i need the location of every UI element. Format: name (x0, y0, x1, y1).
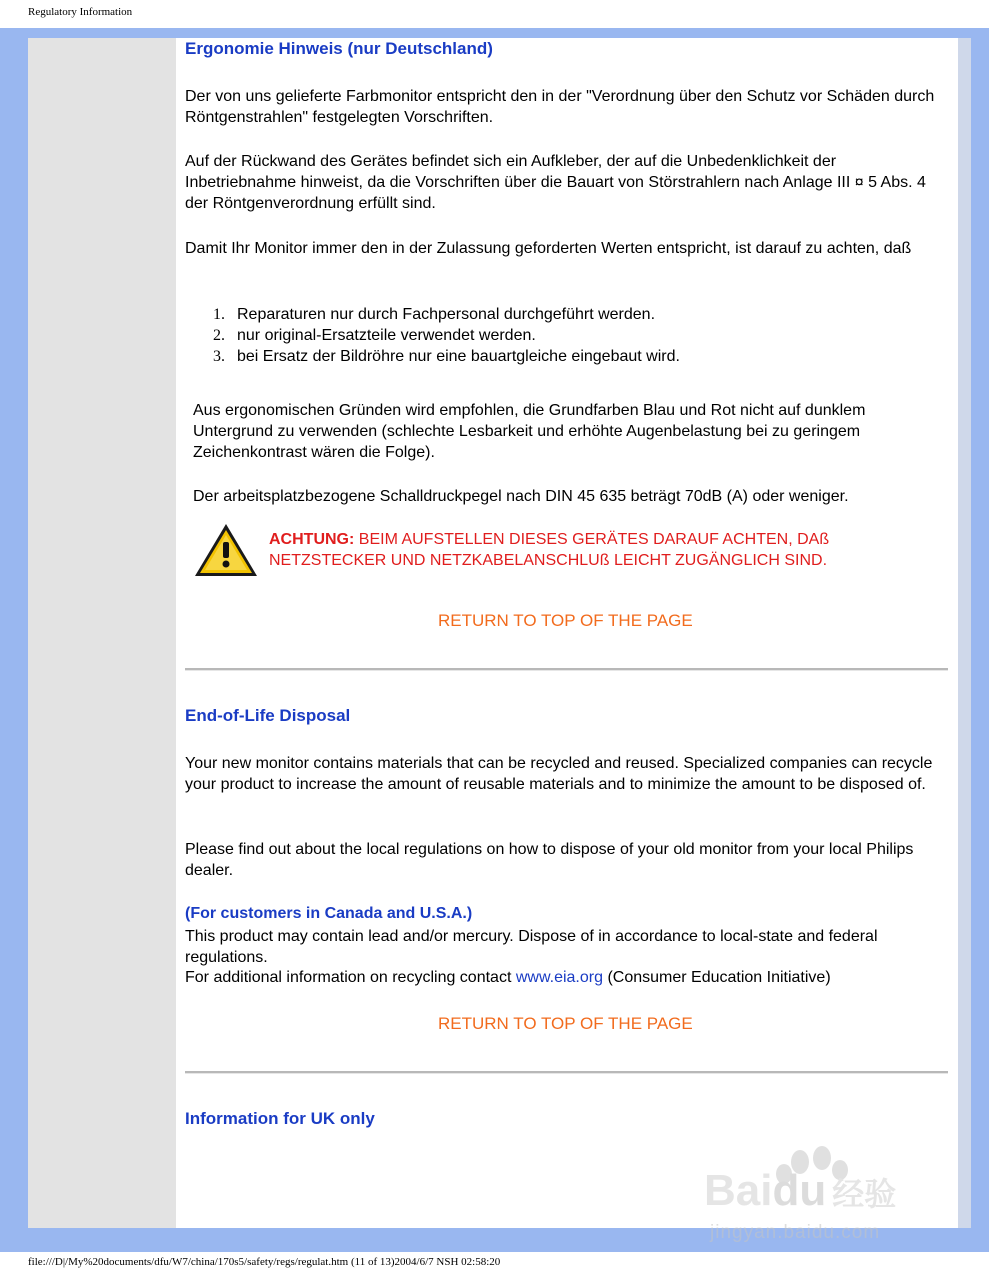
ergonomie-paragraph-5: Der arbeitsplatzbezogene Schalldruckpegel nach DIN 45 635 beträgt 70dB (A) oder weniger. (193, 488, 849, 505)
eol-paragraph-3: This product may contain lead and/or mercury. Dispose of in accordance to local-state and federal regulations. (185, 928, 878, 966)
eia-link[interactable]: www.eia.org (515, 969, 603, 986)
watermark-url: jingyan.baidu.com (710, 1222, 881, 1243)
list-item-number: 3. (213, 348, 225, 365)
requirements-list (185, 304, 885, 367)
right-border (958, 38, 971, 1228)
warning-label: ACHTUNG: (269, 531, 355, 548)
eol-paragraph-1: Your new monitor contains materials that can be recycled and reused. Specialized companies can recycle your product to increase the amount of reusable materials and to minimize the amount to be disposed of. (185, 755, 933, 793)
list-item-text: Reparaturen nur durch Fachpersonal durchgeführt werden. (237, 306, 656, 323)
list-item-number: 1. (213, 306, 225, 323)
eol-paragraph-2: Please find out about the local regulations on how to dispose of your old monitor from your local Philips dealer. (185, 841, 914, 879)
ergonomie-heading: Ergonomie Hinweis (nur Deutschland) (185, 39, 493, 58)
watermark-brand: Baidu 经验 (704, 1166, 897, 1215)
section-divider (185, 1071, 948, 1074)
print-footer: file:///D|/My%20documents/dfu/W7/china/170s5/safety/regs/regulat.htm (11 of 13)2004/6/7 NSH 02:58:20 (28, 1256, 501, 1268)
list-item (185, 346, 885, 367)
list-item (185, 304, 885, 325)
eol-p4-suffix: (Consumer Education Initiative) (603, 969, 831, 986)
return-to-top-link-2[interactable]: RETURN TO TOP OF THE PAGE (438, 1014, 693, 1033)
eol-paragraph-4 (185, 967, 945, 988)
ergonomie-paragraph-4: Aus ergonomischen Gründen wird empfohlen, die Grundfarben Blau und Rot nicht auf dunklem Untergrund zu verwenden (schlechte Lesbarkeit und erhöhte Augenbelastung bei zu geringem Zeichenkontrast wären die Folge). (193, 402, 866, 461)
print-header: Regulatory Information (28, 6, 133, 18)
list-item-text: nur original-Ersatzteile verwendet werden. (237, 327, 536, 344)
ergonomie-paragraph-3: Damit Ihr Monitor immer den in der Zulassung geforderten Werten entspricht, ist darauf zu achten, daß (185, 240, 912, 257)
content-area (176, 38, 958, 1228)
ergonomie-paragraph-1: Der von uns gelieferte Farbmonitor entspricht den in der "Verordnung über den Schutz vor Schäden durch Röntgenstrahlen" festgelegten Vorschriften. (185, 88, 935, 126)
list-item-number: 2. (213, 327, 225, 344)
eol-heading: End-of-Life Disposal (185, 706, 351, 725)
ergonomie-paragraph-2: Auf der Rückwand des Gerätes befindet sich ein Aufkleber, der auf die Unbedenklichkeit der Inbetriebnahme hinweist, da die Vorschriften über die Bauart von Störstrahlern nach Anlage III ¤ 5 Abs. 4 der Röntgenverordnung erfüllt sind. (185, 153, 926, 212)
list-item-text: bei Ersatz der Bildröhre nur eine bauartgleiche eingebaut wird. (237, 348, 680, 365)
left-column (28, 38, 176, 1228)
return-to-top-link-1[interactable]: RETURN TO TOP OF THE PAGE (438, 611, 693, 630)
warning-body: BEIM AUFSTELLEN DIESES GERÄTES DARAUF ACHTEN, DAß NETZSTECKER UND NETZKABELANSCHLUß LEICHT ZUGÄNGLICH SIND. (269, 531, 830, 569)
section-divider (185, 668, 948, 671)
warning-icon (193, 522, 259, 578)
eol-subheading: (For customers in Canada and U.S.A.) (185, 905, 473, 922)
baidu-watermark (700, 1140, 940, 1260)
uk-heading: Information for UK only (185, 1109, 375, 1128)
list-item (185, 325, 885, 346)
eol-p4-prefix: For additional information on recycling contact (185, 969, 516, 986)
warning-text (269, 529, 939, 571)
